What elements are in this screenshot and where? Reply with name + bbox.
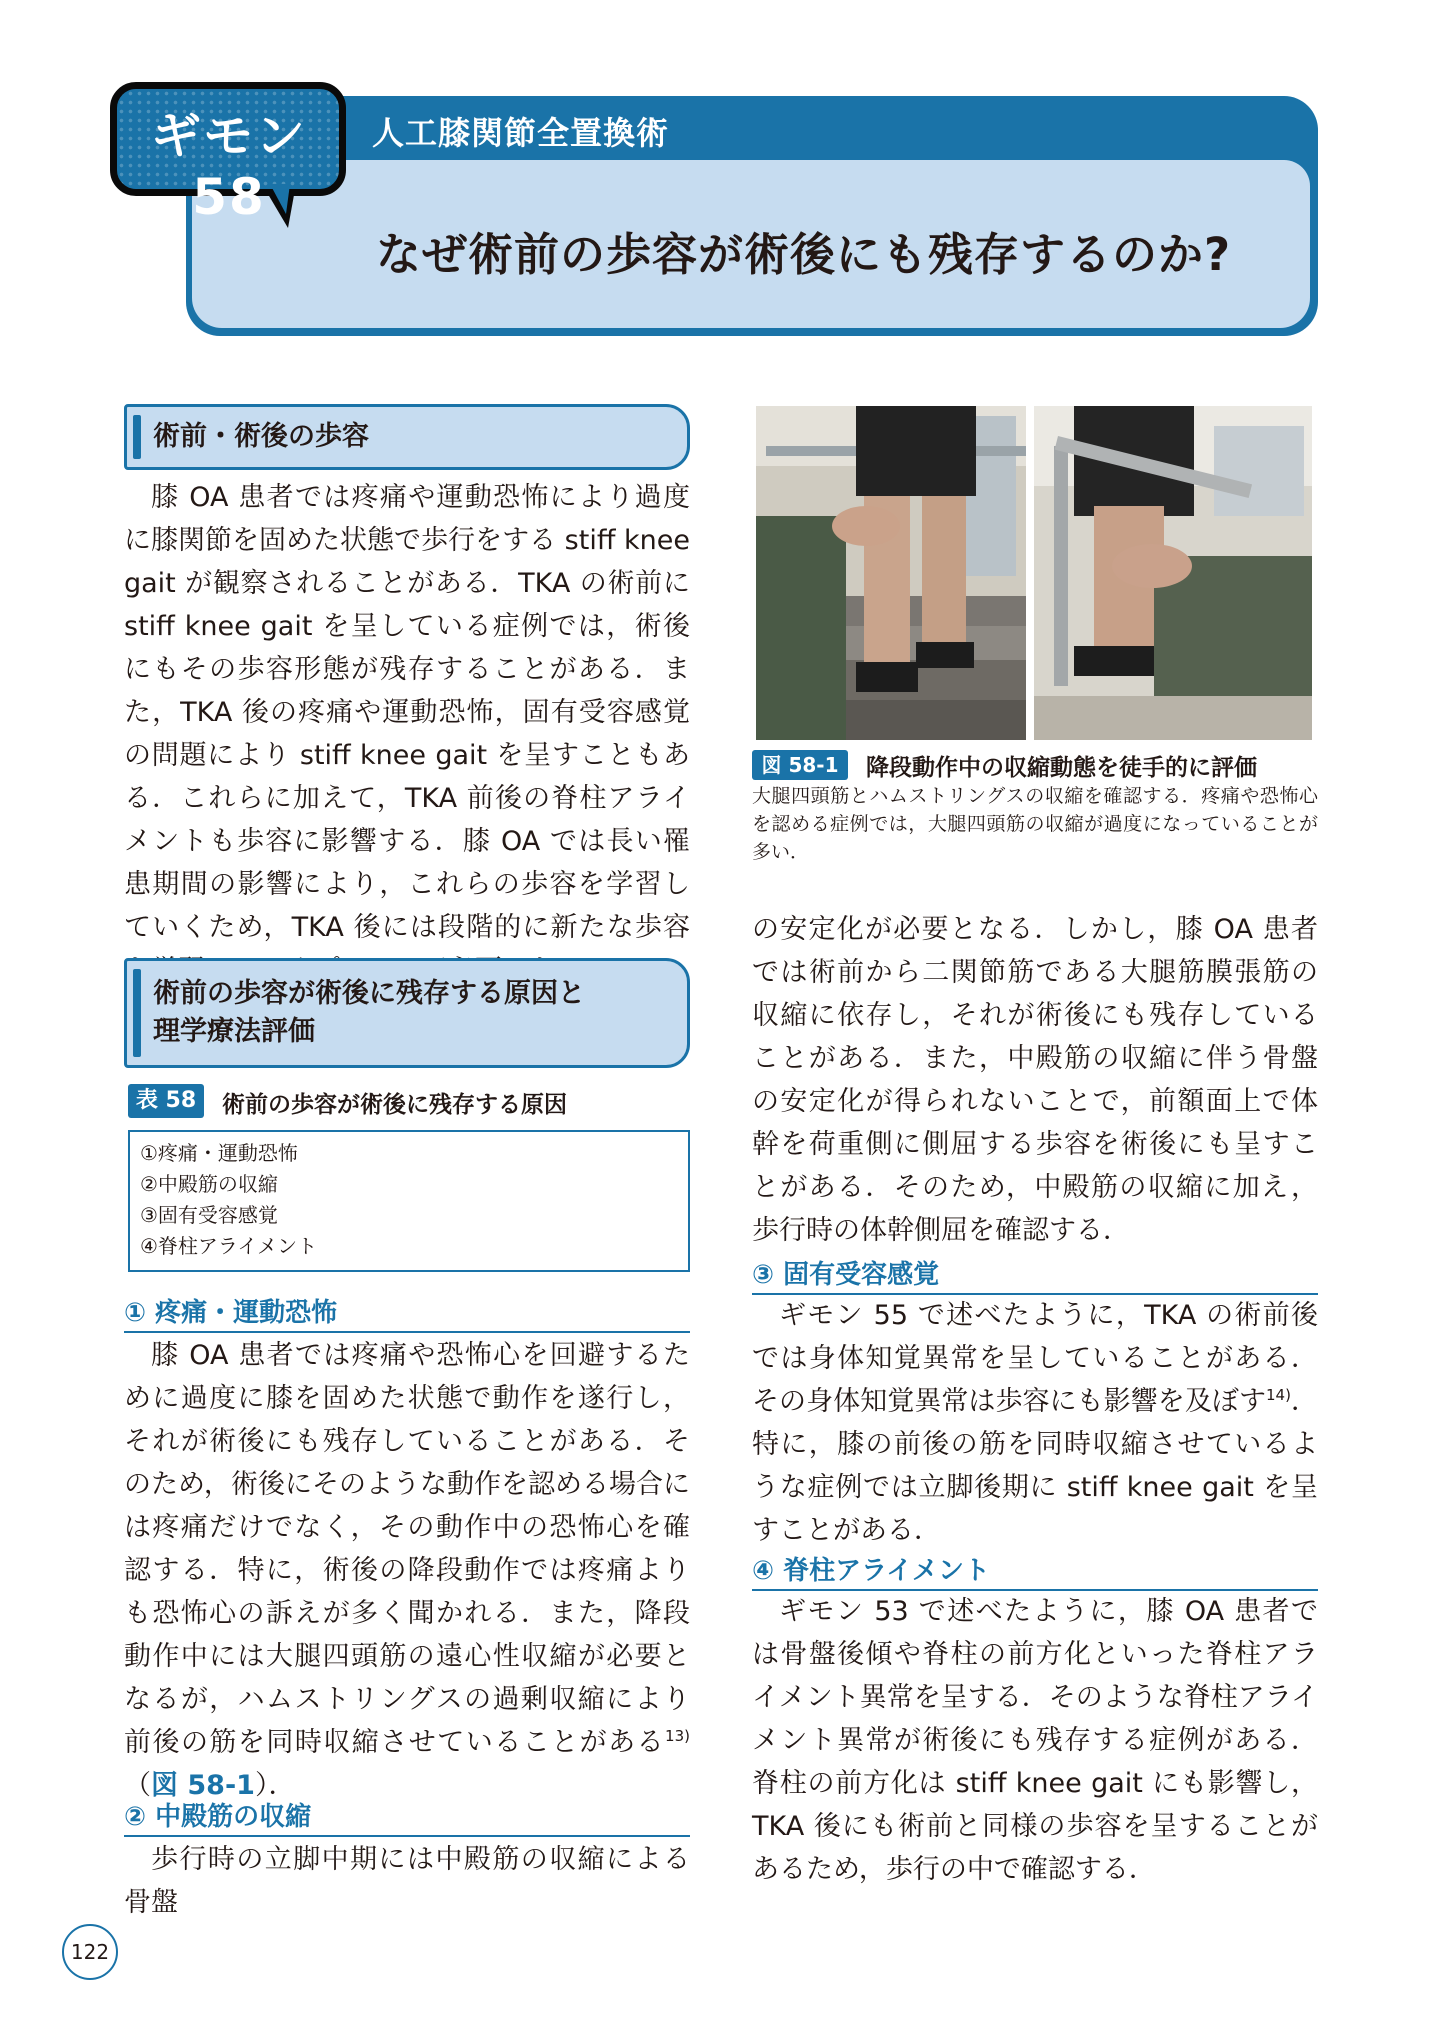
section-heading-gait (124, 404, 690, 470)
subheading-proprioception: ③ 固有受容感覚 (752, 1254, 1318, 1295)
photo-descending-stairs-front (756, 406, 1026, 740)
paragraph-spinal-alignment: ギモン 53 で述べたように，膝 OA 患者では骨盤後傾や脊柱の前方化といった脊柱アライメント異常を呈する．そのような脊柱アライメント異常が術後にも残存する症例がある．脊柱の前方化は stiff knee gait にも影響し，TKA 後にも術前と同様の歩容を呈することがあるため，歩行の中で確認する． (752, 1596, 1318, 1885)
subheading-pain-fear: ① 疼痛・運動恐怖 (124, 1292, 690, 1333)
table-row: ②中殿筋の収縮 (140, 1172, 278, 1196)
table-row: ①疼痛・運動恐怖 (140, 1141, 298, 1165)
paragraph-gluteus-medius-continued: の安定化が必要となる．しかし，膝 OA 患者では術前から二関節筋である大腿筋膜張筋の収縮に依存し，それが術後にも残存していることがある．また，中殿筋の収縮に伴う骨盤の安定化が得られないことで，前額面上で体幹を荷重側に側屈する歩容を術後にも呈すことがある．そのため，中殿筋の収縮に加え，歩行時の体幹側屈を確認する． (752, 914, 1318, 1246)
table-title: 術前の歩容が術後に残存する原因 (222, 1092, 567, 1118)
section-heading-gait-text: 術前・術後の歩容 (153, 421, 369, 452)
page-title: なぜ術前の歩容が術後にも残存するのか? (376, 228, 1232, 281)
causes-table (128, 1130, 690, 1272)
subheading-spinal-alignment: ④ 脊柱アライメント (752, 1550, 1318, 1591)
reference-13: 13) (665, 1727, 690, 1745)
photo-a-drawing (756, 406, 1026, 740)
paragraph-gluteus-medius: 歩行時の立脚中期には中殿筋の収縮による骨盤 (124, 1844, 690, 1918)
paragraph-proprioception-text-b: ．特に，膝の前後の筋を同時収縮させているような症例では立脚後期に stiff knee gait を呈すことがある． (752, 1386, 1319, 1546)
table-row: ③固有受容感覚 (140, 1203, 278, 1227)
chapter-category: 人工膝関節全置換術 (372, 114, 670, 152)
paragraph-proprioception (752, 1294, 1318, 1552)
paragraph-proprioception-text-a: ギモン 55 で述べたように，TKA の術前後では身体知覚異常を呈していることがある．その身体知覚異常は歩容にも影響を及ぼす (752, 1300, 1318, 1417)
paragraph-gait: 膝 OA 患者では疼痛や運動恐怖により過度に膝関節を固めた状態で歩行をする stiff knee gait が観察されることがある．TKA の術前に stiff knee gait を呈している症例では，術後にもその歩容形態が残存することがある．また，TKA 後の疼痛や運動恐怖，固有受容感覚の問題により stiff knee gait を呈すこともある．これらに加えて，TKA 前後の脊柱アライメントも歩容に影響する．膝 OA では長い罹患期間の影響により，これらの歩容を学習していくため，TKA 後には段階的に新たな歩容 (124, 482, 690, 943)
figure-reference-link[interactable]: 図 58-1 (151, 1770, 255, 1801)
section-heading-causes-line1: 術前の歩容が術後に残存する原因と (153, 978, 585, 1009)
figure-caption: 大腿四頭筋とハムストリングスの収縮を確認する．疼痛や恐怖心を認める症例では，大腿四頭筋の収縮が過度になっていることが多い． (752, 785, 1318, 863)
table-row: ④脊柱アライメント (140, 1234, 318, 1258)
paragraph-pain-fear (124, 1334, 690, 1807)
subheading-gluteus-medius: ② 中殿筋の収縮 (124, 1796, 690, 1837)
question-number: ギモン58 (151, 107, 307, 226)
paragraph-pain-fear-text: 膝 OA 患者では疼痛や恐怖心を回避するために過度に膝を固めた状態で動作を遂行し，それが術後にも残存していることがある．そのため，術後にそのような動作を認める場合には疼痛だけでなく，その動作中の恐怖心を確認する．特に，術後の降段動作では疼痛よりも恐怖心の訴えが多く聞かれる．また，降段動作中には大腿四頭筋の遠心性収縮が必要となるが，ハムストリングスの過剰収縮により前後の筋を同時収縮させていることがある (124, 1340, 690, 1758)
photo-descending-stairs-side (1034, 406, 1312, 740)
paren-open: （ (124, 1770, 151, 1801)
photo-b-drawing (1034, 406, 1312, 740)
section-heading-causes (124, 958, 690, 1068)
page-number: 122 (62, 1924, 118, 1980)
table-label: 表 58 (128, 1084, 204, 1118)
paren-close: ）． (254, 1770, 296, 1801)
figure-title: 降段動作中の収縮動態を徒手的に評価 (866, 755, 1257, 781)
figure-label: 図 58-1 (752, 750, 848, 780)
section-heading-causes-line2: 理学療法評価 (153, 1016, 315, 1047)
reference-14: 14) (1266, 1386, 1291, 1404)
